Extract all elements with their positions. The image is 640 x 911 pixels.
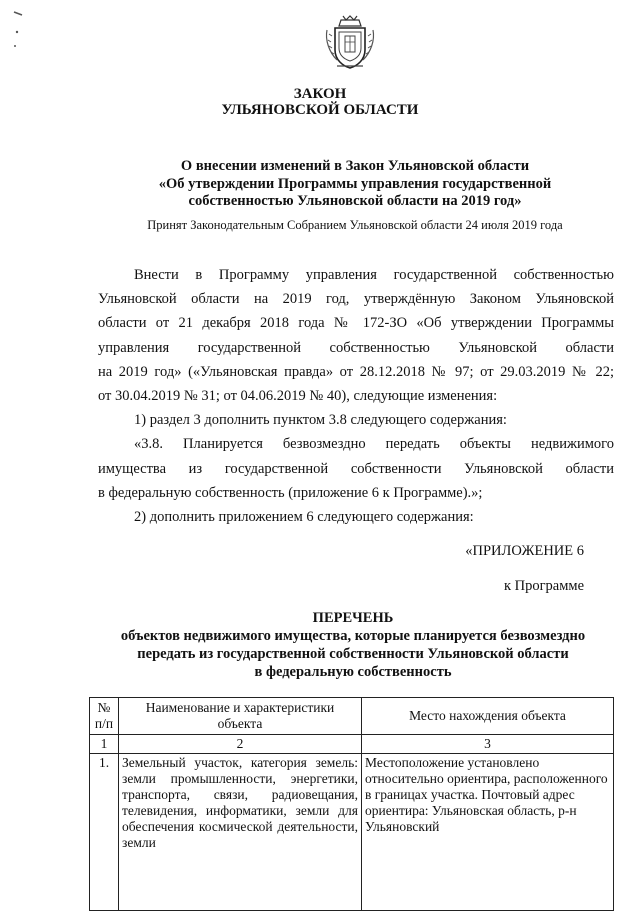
- colnum-1: 1: [90, 735, 119, 754]
- list-title-line-3: в федеральную собственность: [254, 664, 452, 680]
- list-title-line-1: объектов недвижимого имущества, которые планируется безвозмездно: [120, 628, 586, 644]
- row-name: Земельный участок, категория земель: земли промышленности, энергетики, транспорта, связи, радиовещания, телевидения, информатики, земли для обеспечения космической деятельности, земли: [122, 755, 358, 850]
- coat-of-arms-icon: [323, 14, 377, 74]
- objects-table: [89, 697, 614, 911]
- row-location: Местоположение установлено относительно ориентира, расположенного в границах участка. Почтовый адрес ориентира: Ульяновская область, р-н Ульяновский: [365, 755, 608, 834]
- item-1-quote-line: имущества из государственной собственности Ульяновской области: [98, 460, 614, 477]
- subject-line-2: «Об утверждении Программы управления государственной: [158, 176, 552, 192]
- table-colnum-row: [90, 735, 614, 754]
- subject-line-3: собственностью Ульяновской области на 2019 год»: [188, 193, 522, 209]
- body-line: управления государственной собственностью Ульяновской области: [98, 339, 614, 356]
- row-name-cell: [119, 754, 362, 911]
- adoption-note: Принят Законодательным Собранием Ульяновской области 24 июля 2019 года: [147, 218, 563, 232]
- body-line: от 30.04.2019 № 31; от 04.06.2019 № 40), следующие изменения:: [98, 387, 498, 404]
- header-name: Наименование и характеристики объекта: [119, 698, 362, 735]
- item-1: 1) раздел 3 дополнить пунктом 3.8 следующего содержания:: [134, 412, 507, 429]
- colnum-2: 2: [119, 735, 362, 754]
- header-number: № п/п: [90, 698, 119, 735]
- appendix-label: «ПРИЛОЖЕНИЕ 6: [465, 543, 584, 559]
- table-header-row: [90, 698, 614, 735]
- colnum-3: 3: [362, 735, 614, 754]
- list-title-word: ПЕРЕЧЕНЬ: [312, 610, 394, 626]
- item-1-quote-line: в федеральную собственность (приложение 6 к Программе).»;: [98, 484, 483, 501]
- appendix-to-program: к Программе: [503, 578, 584, 594]
- scan-marks: [8, 8, 28, 58]
- list-title-line-2: передать из государственной собственности Ульяновской области: [137, 646, 569, 662]
- law-title: ЗАКОН: [293, 86, 347, 102]
- subject-line-1: О внесении изменений в Закон Ульяновской области: [180, 158, 530, 174]
- law-body: [98, 263, 614, 529]
- table-row: [90, 754, 614, 911]
- body-line: области от 21 декабря 2018 года № 172-ЗО «Об утверждении Программы: [98, 315, 614, 332]
- row-number: 1.: [90, 754, 119, 911]
- body-line: на 2019 год» («Ульяновская правда» от 28.12.2018 № 97; от 29.03.2019 № 22;: [98, 363, 614, 380]
- item-1-quote-line: «3.8. Планируется безвозмездно передать объекты недвижимого: [134, 436, 614, 453]
- header-location: Место нахождения объекта: [362, 698, 614, 735]
- body-line: Ульяновской области на 2019 год, утверждённую Законом Ульяновской: [98, 291, 614, 308]
- region-title: УЛЬЯНОВСКОЙ ОБЛАСТИ: [221, 102, 419, 118]
- row-location-cell: [362, 754, 614, 911]
- body-line: Внести в Программу управления государственной собственностью: [134, 267, 614, 283]
- item-2: 2) дополнить приложением 6 следующего содержания:: [134, 508, 474, 525]
